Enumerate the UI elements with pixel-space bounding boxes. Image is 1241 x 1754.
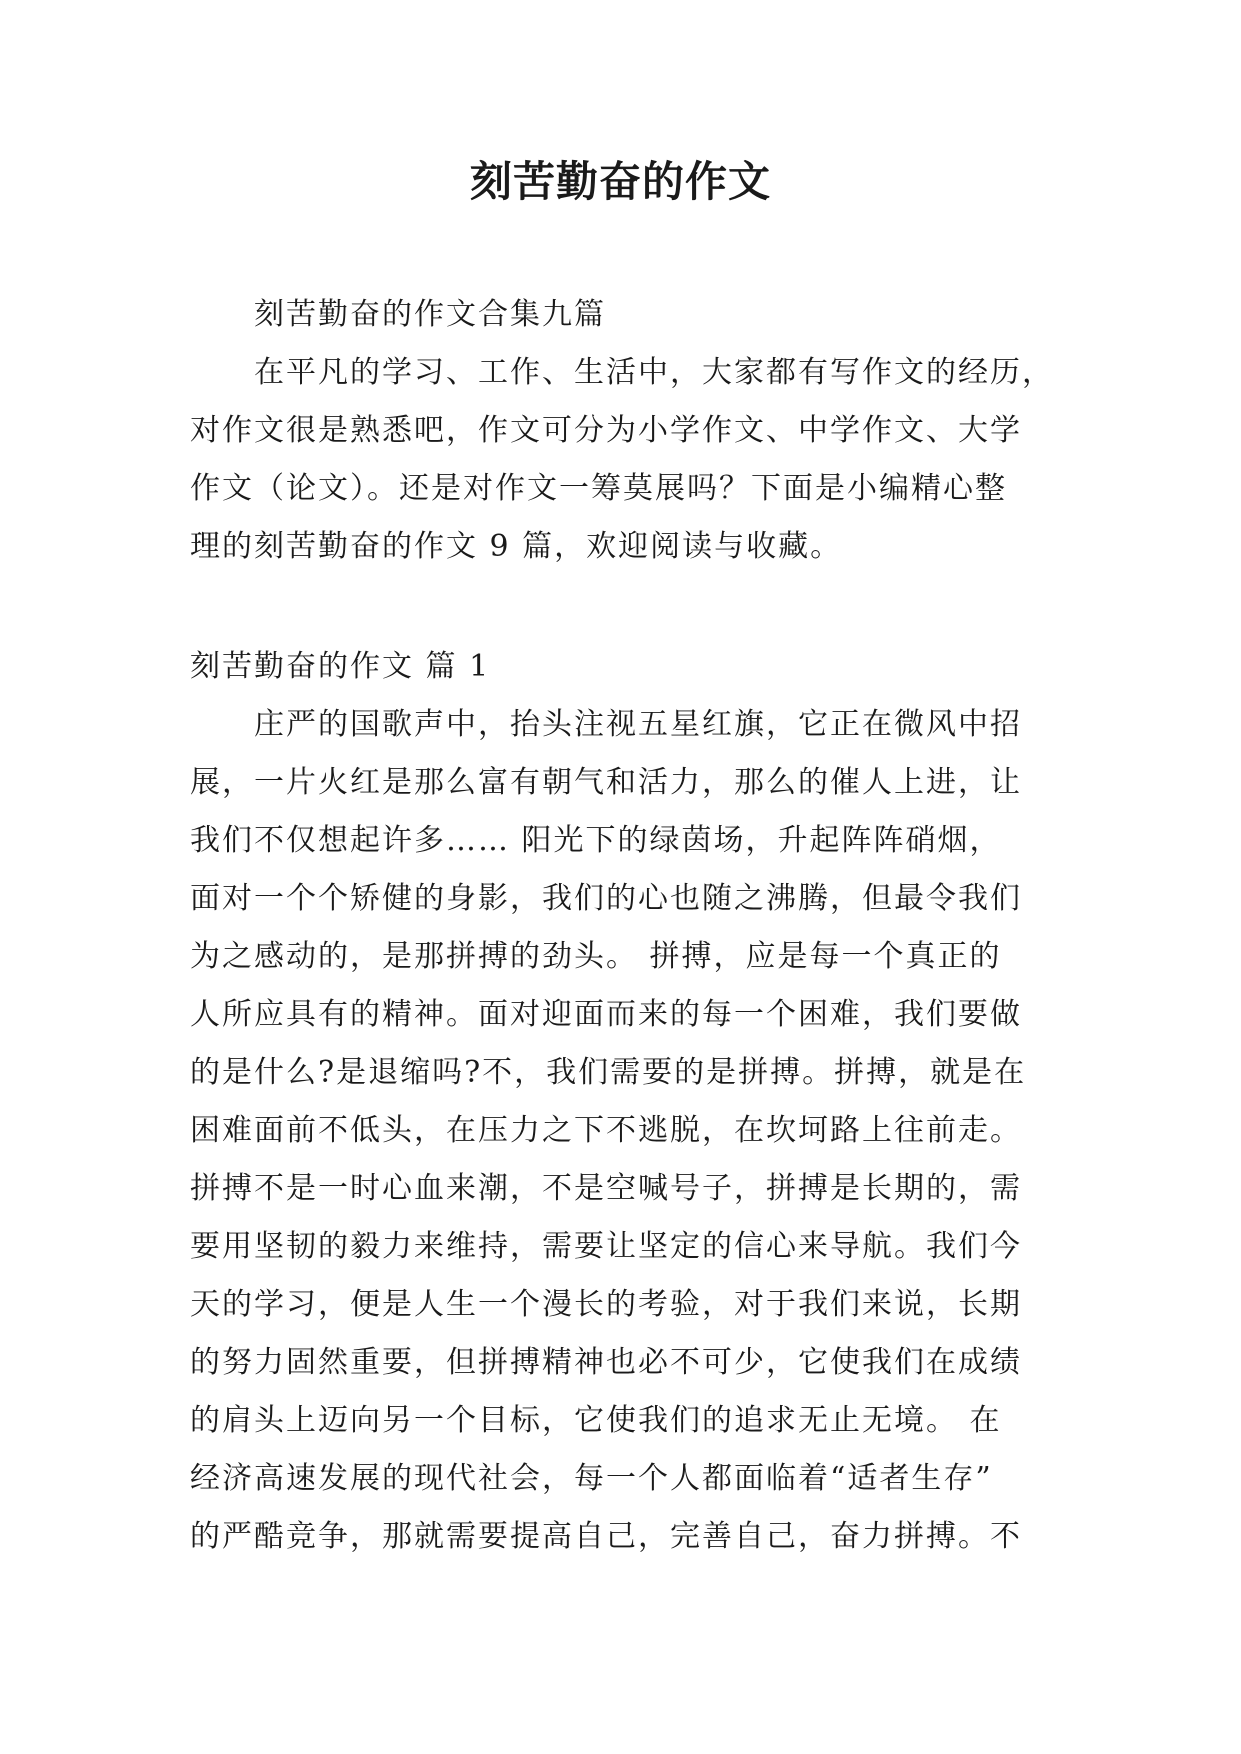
intro-paragraph-line: 理的刻苦勤奋的作文 9 篇，欢迎阅读与收藏。	[190, 529, 843, 564]
essay-heading: 刻苦勤奋的作文 篇 1	[190, 649, 491, 684]
essay-paragraph-line: 庄严的国歌声中，抬头注视五星红旗，它正在微风中招	[254, 707, 1022, 742]
essay-paragraph-line: 的肩头上迈向另一个目标，它使我们的追求无止无境。 在	[190, 1403, 1002, 1438]
essay-paragraph-line: 的严酷竞争，那就需要提高自己，完善自己，奋力拼搏。不	[190, 1519, 1022, 1554]
essay-paragraph-line: 我们不仅想起许多…… 阳光下的绿茵场，升起阵阵硝烟，	[190, 823, 1002, 858]
essay-paragraph-line: 的是什么?是退缩吗?不，我们需要的是拼搏。拼搏，就是在	[190, 1055, 1027, 1090]
essay-paragraph-line: 经济高速发展的现代社会，每一个人都面临着“适者生存”	[190, 1461, 993, 1496]
essay-paragraph-line: 困难面前不低头，在压力之下不逃脱，在坎坷路上往前走。	[190, 1113, 1022, 1148]
essay-paragraph-line: 拼搏不是一时心血来潮，不是空喊号子，拼搏是长期的，需	[190, 1171, 1022, 1206]
essay-paragraph-line: 展，一片火红是那么富有朝气和活力，那么的催人上进，让	[190, 765, 1022, 800]
essay-section-1	[190, 638, 1060, 1566]
essay-paragraph-line: 的努力固然重要，但拼搏精神也必不可少，它使我们在成绩	[190, 1345, 1022, 1380]
essay-paragraph-line: 人所应具有的精神。面对迎面而来的每一个困难，我们要做	[190, 997, 1022, 1032]
essay-paragraph-line: 为之感动的，是那拼搏的劲头。 拼搏，应是每一个真正的	[190, 939, 1002, 974]
essay-paragraph-line: 要用坚韧的毅力来维持，需要让坚定的信心来导航。我们今	[190, 1229, 1022, 1264]
essay-paragraph-line: 天的学习，便是人生一个漫长的考验，对于我们来说，长期	[190, 1287, 1022, 1322]
intro-subtitle: 刻苦勤奋的作文合集九篇	[254, 297, 606, 332]
essay-paragraph-line: 面对一个个矫健的身影，我们的心也随之沸腾，但最令我们	[190, 881, 1022, 916]
intro-section	[190, 286, 1060, 576]
document-title: 刻苦勤奋的作文	[469, 157, 771, 206]
intro-paragraph-line: 作文（论文）。还是对作文一筹莫展吗？下面是小编精心整	[190, 471, 1007, 506]
intro-paragraph-line: 对作文很是熟悉吧，作文可分为小学作文、中学作文、大学	[190, 413, 1022, 448]
intro-paragraph-line: 在平凡的学习、工作、生活中，大家都有写作文的经历，	[254, 355, 1054, 390]
